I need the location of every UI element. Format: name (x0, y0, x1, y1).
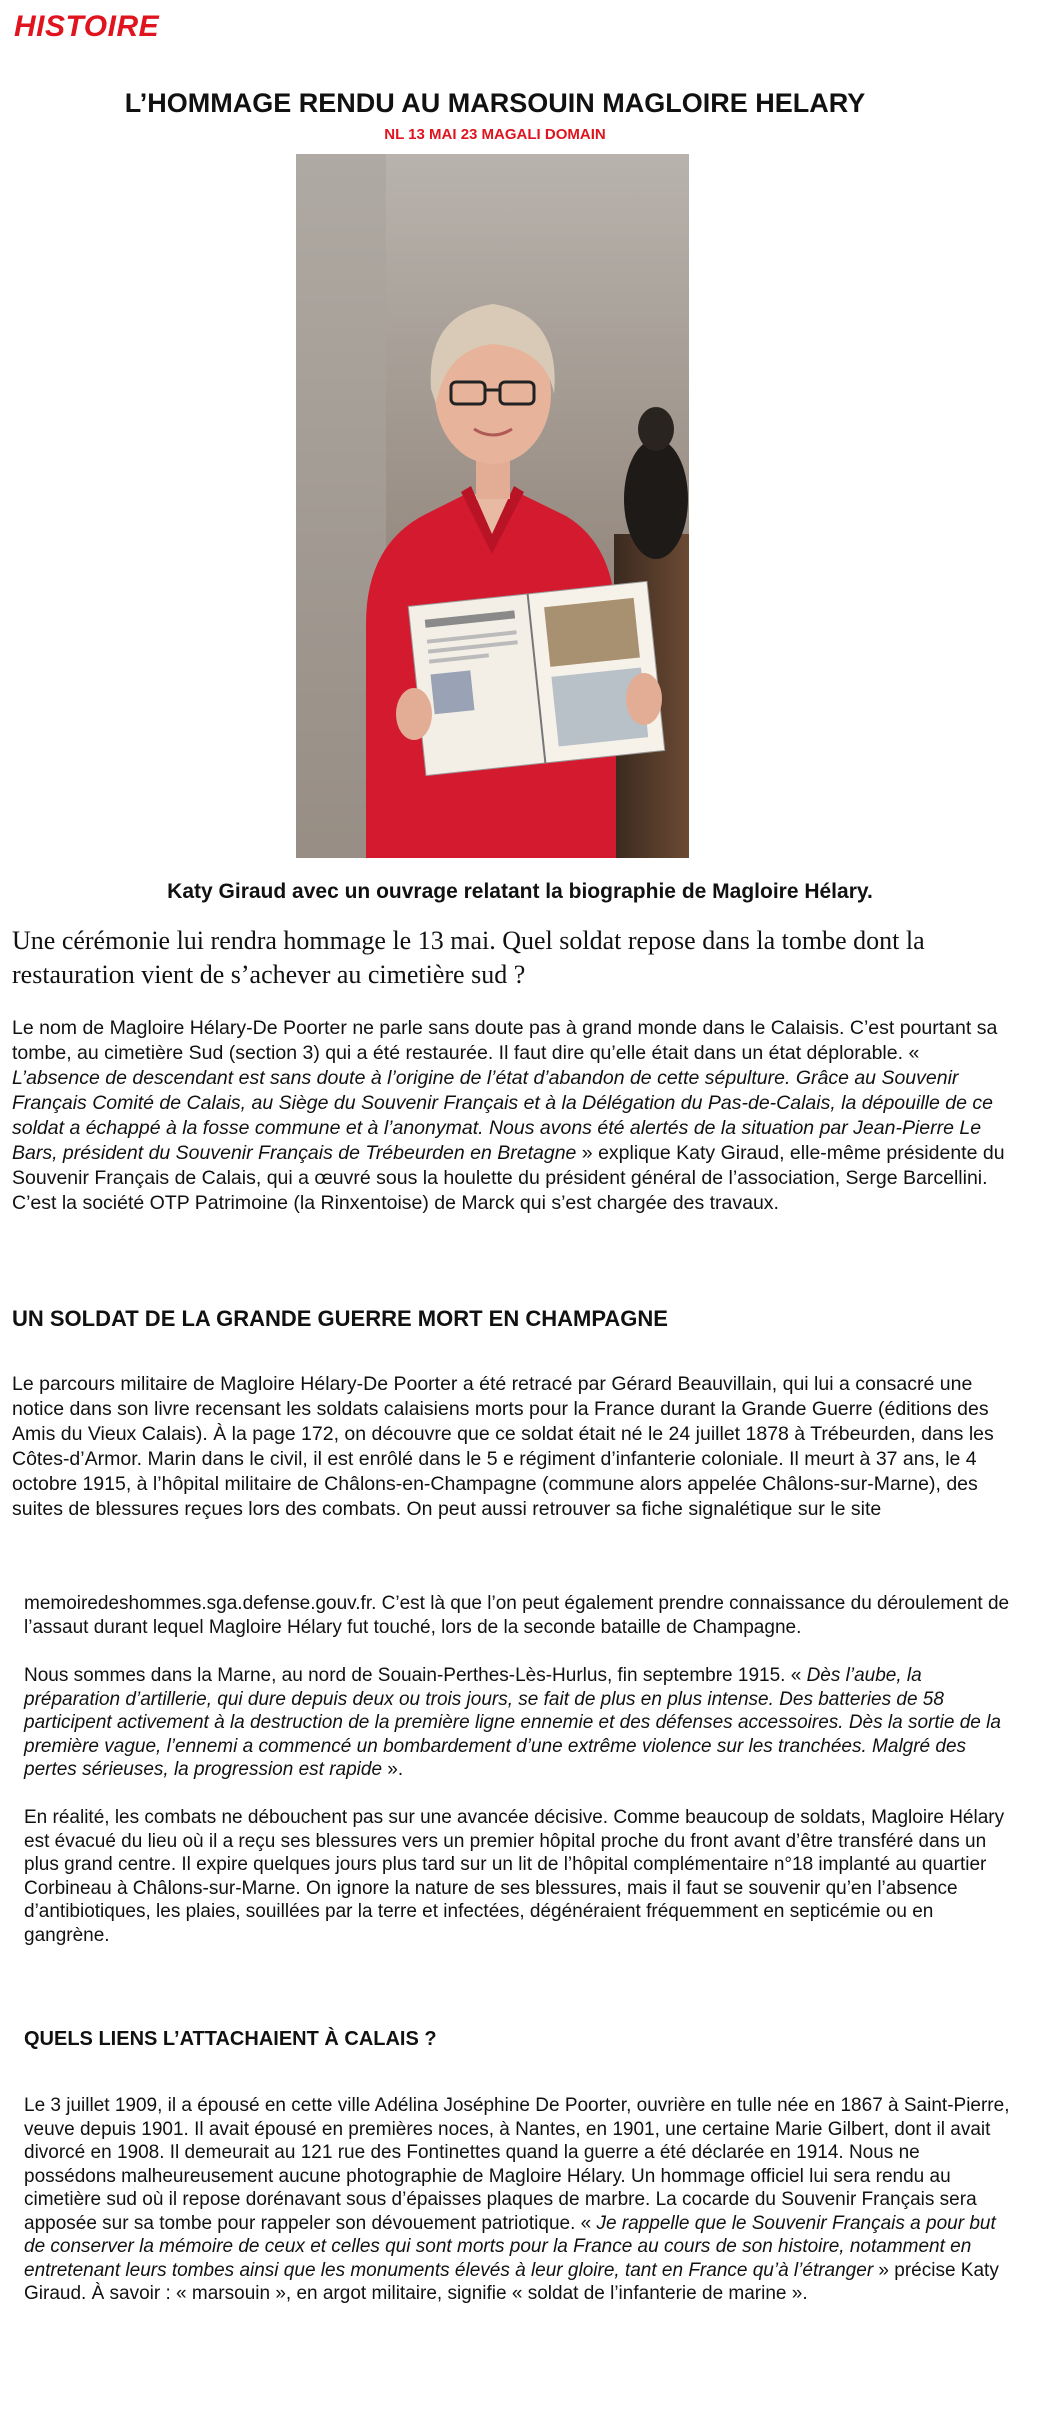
section-heading-1: UN SOLDAT DE LA GRANDE GUERRE MORT EN CHAMPAGNE (12, 1306, 668, 1331)
article-byline: NL 13 MAI 23 MAGALI DOMAIN (384, 126, 606, 143)
paragraph-4 (24, 1664, 1014, 1782)
paragraph-3: memoiredeshommes.sga.defense.gouv.fr. C’est là que l’on peut également prendre connaissance du déroulement de l’assaut durant lequel Magloire Hélary fut touché, lors de la seconde bataille de Champagne. (24, 1593, 1010, 1638)
paragraph-2: Le parcours militaire de Magloire Hélary-De Poorter a été retracé par Gérard Beauvillain, qui lui a consacré une notice dans son livre recensant les soldats calaisiens morts pour la France durant la Grande Guerre (éditions des Amis du Vieux Calais). À la page 172, on découvre que ce soldat était né le 24 juillet 1878 à Trébeurden, dans les Côtes-d’Armor. Marin dans le civil, il est enrôlé dans le 5 e régiment d’infanterie coloniale. Il meurt à 37 ans, le 4 octobre 1915, à l’hôpital militaire de Châlons-en-Champagne (commune alors appelée Châlons-sur-Marne), des suites de blessures reçues lors des combats. On peut aussi retrouver sa fiche signalétique sur le site (12, 1373, 994, 1520)
p6-text-c: » précise Katy Giraud. À savoir : « marsouin », en argot militaire, signifie « soldat de l’infanterie de marine ». (24, 2259, 999, 2304)
section-tag: HISTOIRE (14, 10, 160, 43)
p4-quote: Dès l’aube, la préparation d’artillerie, qui dure depuis deux ou trois jours, se fait de plus en plus intense. Des batteries de 58 participent activement à la destruction de la première ligne ennemie et des défenses accessoires. Dès la sortie de la première vague, l’ennemi a commencé un bombardement d’une extrême violence sur les tranchées. Malgré des pertes sérieuses, la progression est rapide (24, 1665, 1001, 1780)
paragraph-1 (12, 1016, 1012, 1216)
photo-katy-giraud-with-book (296, 154, 689, 858)
p1-text-a: Le nom de Magloire Hélary-De Poorter ne parle sans doute pas à grand monde dans le Calaisis. C’est pourtant sa tombe, au cimetière Sud (section 3) qui a été restaurée. Il faut dire qu’elle était dans un état déplorable. « (12, 1017, 998, 1064)
photo-caption: Katy Giraud avec un ouvrage relatant la biographie de Magloire Hélary. (167, 880, 873, 903)
paragraph-6 (24, 2094, 1014, 2306)
article-lead: Une cérémonie lui rendra hommage le 13 mai. Quel soldat repose dans la tombe dont la restauration vient de s’achever au cimetière sud ? (12, 926, 925, 989)
p1-quote: L’absence de descendant est sans doute à l’origine de l’état d’abandon de cette sépulture. Grâce au Souvenir Français Comité de Calais, au Siège du Souvenir Français et à la Délégation du Pas-de-Calais, la dépouille de ce soldat a échappé à la fosse commune et à l’anonymat. Nous avons été alertés de la situation par Jean-Pierre Le Bars, président du Souvenir Français de Trébeurden en Bretagne (12, 1067, 993, 1164)
paragraph-5: En réalité, les combats ne débouchent pas sur une avancée décisive. Comme beaucoup de soldats, Magloire Hélary est évacué du lieu où il a reçu ses blessures vers un premier hôpital proche du front avant d’être transféré dans un plus grand centre. Il expire quelques jours plus tard sur un lit de l’hôpital complémentaire n°18 implanté au quartier Corbineau à Châlons-sur-Marne. On ignore la nature de ses blessures, mais il faut se souvenir qu’en l’absence d’antibiotiques, les plaies, souillées par la terre et infectées, dégénéraient fréquemment en septicémie ou en gangrène. (24, 1807, 1005, 1946)
p6-quote: Je rappelle que le Souvenir Français a pour but de conserver la mémoire de ceux et celles qui sont morts pour la France au cours de son histoire, notamment en entretenant leurs tombes ainsi que les monuments élevés à leur gloire, tant en France qu’à l’étranger (24, 2212, 996, 2281)
section-heading-2: QUELS LIENS L’ATTACHAIENT À CALAIS ? (24, 2028, 437, 2050)
p6-text-a: Le 3 juillet 1909, il a épousé en cette ville Adélina Joséphine De Poorter, ouvrière en tulle née en 1867 à Saint-Pierre, veuve depuis 1901. Il avait épousé en premières noces, à Nantes, en 1901, une certaine Marie Gilbert, dont il avait divorcé en 1908. Il demeurait au 121 rue des Fontinettes quand la guerre a été déclarée en 1914. Nous ne possédons malheureusement aucune photographie de Magloire Hélary. Un hommage officiel lui sera rendu au cimetière sud où il repose dorénavant sous d’épaisses plaques de marbre. La cocarde du Souvenir Français sera apposée sur sa tombe pour rappeler son dévouement patriotique. « (24, 2095, 1010, 2234)
p4-text-a: Nous sommes dans la Marne, au nord de Souain-Perthes-Lès-Hurlus, fin septembre 1915. « (24, 1665, 807, 1686)
p4-text-c: ». (382, 1759, 404, 1780)
p1-text-c: » explique Katy Giraud, elle-même présidente du Souvenir Français de Calais, qui a œuvré sous la houlette du président général de l’association, Serge Barcellini. C’est la société OTP Patrimoine (la Rinxentoise) de Marck qui s’est chargée des travaux. (12, 1142, 1005, 1214)
article-headline: L’HOMMAGE RENDU AU MARSOUIN MAGLOIRE HELARY (124, 88, 866, 118)
article-photo (296, 154, 689, 858)
